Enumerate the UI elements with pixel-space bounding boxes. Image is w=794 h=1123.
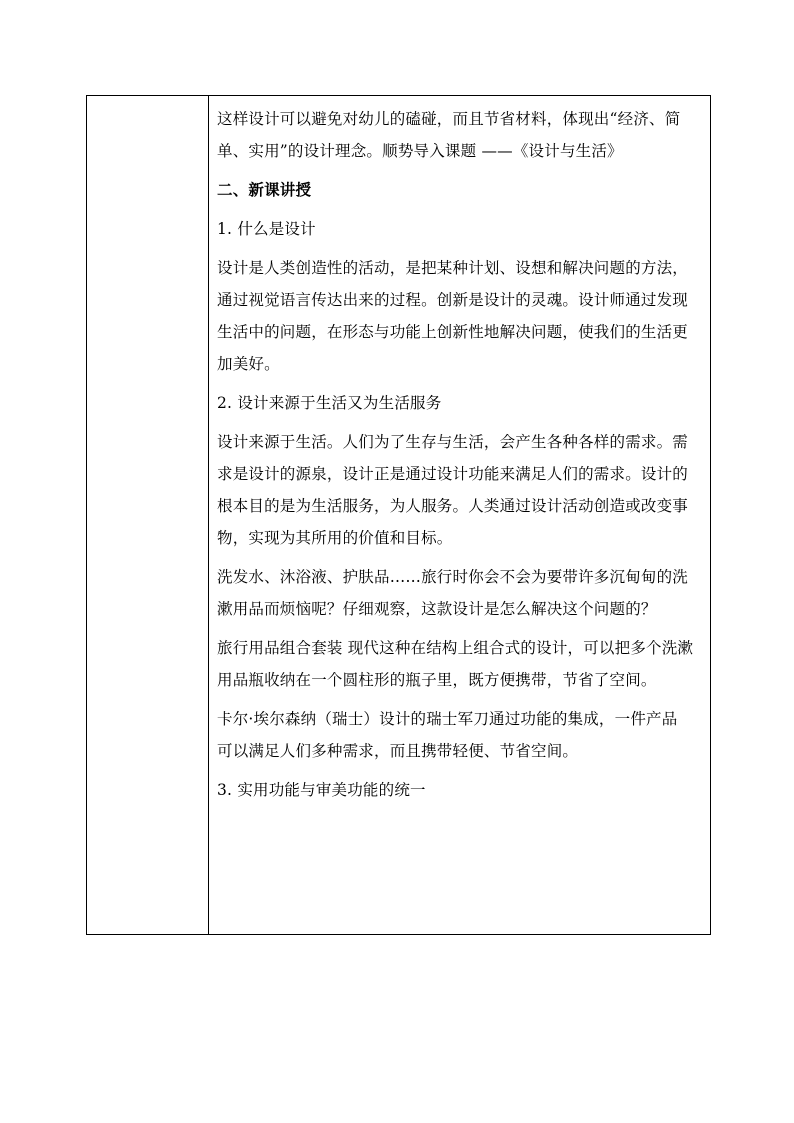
text-line: 根本目的是为生活服务，为人服务。人类通过设计活动创造或改变事: [217, 497, 689, 515]
left-cell: [87, 96, 209, 935]
text-line: 旅行用品组合套装 现代这种在结构上组合式的设计，可以把多个洗漱: [217, 639, 694, 657]
section-heading: 二、新课讲授: [217, 181, 312, 199]
text-line: 求是设计的源泉，设计正是通过设计功能来满足人们的需求。设计的: [217, 465, 689, 483]
content-cell: [209, 96, 711, 935]
text-line: 通过视觉语言传达出来的过程。创新是设计的灵魂。设计师通过发现: [217, 291, 689, 309]
text-line: 卡尔·埃尔森纳（瑞士）设计的瑞士军刀通过功能的集成，一件产品: [217, 710, 678, 728]
text-line: 设计是人类创造性的活动，是把某种计划、设想和解决问题的方法，: [217, 259, 689, 277]
lesson-table: [86, 95, 711, 935]
text-line: 3. 实用功能与审美功能的统一: [217, 781, 426, 799]
text-line: 洗发水、沐浴液、护肤品……旅行时你会不会为要带许多沉甸甸的洗: [217, 568, 689, 586]
text-line: 物，实现为其所用的价值和目标。: [217, 529, 453, 547]
text-line: 单、实用”的设计理念。顺势导入课题 ——《设计与生活》: [217, 142, 623, 160]
lesson-content: [209, 96, 710, 806]
text-line: 设计来源于生活。人们为了生存与生活，会产生各种各样的需求。需: [217, 433, 689, 451]
table-row: [87, 96, 711, 935]
text-line: 可以满足人们多种需求，而且携带轻便、节省空间。: [217, 742, 579, 760]
text-line: 漱用品而烦恼呢？仔细观察，这款设计是怎么解决这个问题的？: [217, 600, 657, 618]
text-line: 加美好。: [217, 355, 280, 373]
text-line: 1. 什么是设计: [217, 220, 316, 238]
text-line: 用品瓶收纳在一个圆柱形的瓶子里，既方便携带，节省了空间。: [217, 671, 657, 689]
text-line: 这样设计可以避免对幼儿的磕碰，而且节省材料，体现出“经济、简: [217, 110, 681, 128]
text-line: 生活中的问题，在形态与功能上创新性地解决问题，使我们的生活更: [217, 323, 689, 341]
text-line: 2. 设计来源于生活又为生活服务: [217, 394, 442, 412]
